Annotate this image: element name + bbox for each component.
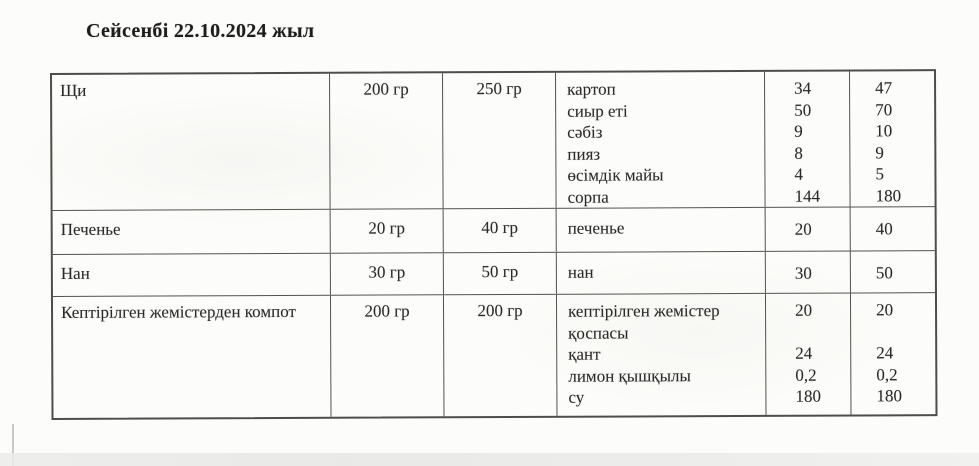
qty-value: 50 [794,100,812,120]
qty-value: 24 [876,343,894,363]
qty-value: 180 [795,386,821,406]
page-title: Сейсенбі 22.10.2024 жыл [86,20,315,42]
ingredient-name: картоп [567,79,616,99]
qty-col-2-cell [851,251,935,292]
qty-value [795,321,850,343]
qty-col-1-cell [766,208,851,251]
qty-col-1-cell [766,294,852,415]
qty-value: 4 [794,164,803,184]
qty-col-2-cell [850,71,935,206]
qty-value: 10 [875,121,893,141]
qty-value: 24 [795,343,813,363]
table-row [53,207,935,255]
scan-page-edge-bottom [0,453,979,466]
table-row [52,71,935,211]
qty-value: 8 [794,143,803,163]
qty-value: 40 [875,219,893,239]
qty-value: 30 [794,263,812,283]
qty-value: 47 [875,78,893,98]
qty-value [876,321,935,343]
qty-value: 34 [794,78,812,98]
portion-1-cell: 200 гр [331,295,445,416]
ingredient-name: лимон қышқылы [568,365,691,386]
qty-col-2-cell [851,207,935,250]
dish-name-cell: Нан [53,254,331,296]
qty-value: 50 [875,263,893,283]
qty-value: 0,2 [795,365,817,385]
qty-value: 5 [875,164,884,184]
dish-name-cell: Печенье [53,210,331,254]
ingredient-name: кептірілген жемістер [568,301,720,321]
ingredient-name: сиыр еті [567,100,628,121]
portion-1-cell: 200 гр [330,73,444,208]
portion-1-cell: 20 гр [331,209,444,252]
ingredients-cell [557,208,766,252]
dish-name-cell: Щи [52,74,331,210]
ingredients-cell [556,72,766,208]
qty-value: 144 [794,186,821,206]
ingredient-name: қант [568,344,601,364]
menu-table [50,69,938,420]
qty-value: 180 [875,185,902,205]
ingredient-name: печенье [567,218,625,238]
portion-2-cell: 200 гр [444,295,558,416]
dish-name-cell: Кептірілген жемістерден компот [53,296,332,418]
qty-value: 20 [876,300,894,320]
qty-value: 0,2 [876,364,898,384]
ingredient-name: пияз [567,144,601,164]
table-row [53,251,935,297]
qty-value: 20 [795,300,813,320]
ingredient-name: нан [567,262,594,282]
qty-col-1-cell [766,252,851,293]
portion-2-cell: 250 гр [443,73,557,208]
qty-value: 20 [794,219,812,239]
table-row [53,293,936,418]
portion-2-cell: 50 гр [444,253,557,294]
ingredient-name: су [568,387,585,407]
ingredient-name: сорпа [567,187,609,207]
portion-1-cell: 30 гр [331,253,444,294]
ingredients-cell [557,294,767,416]
qty-value: 9 [794,121,803,141]
ingredient-name: қоспасы [568,322,629,343]
qty-col-1-cell [765,72,851,207]
ingredients-cell [557,252,766,294]
portion-2-cell: 40 гр [444,209,557,252]
qty-value: 9 [875,142,884,162]
ingredient-name: сәбіз [567,122,603,142]
qty-value: 70 [875,99,893,119]
ingredient-name: өсімдік майы [567,165,664,185]
qty-value: 180 [876,386,902,406]
qty-col-2-cell [851,293,936,414]
